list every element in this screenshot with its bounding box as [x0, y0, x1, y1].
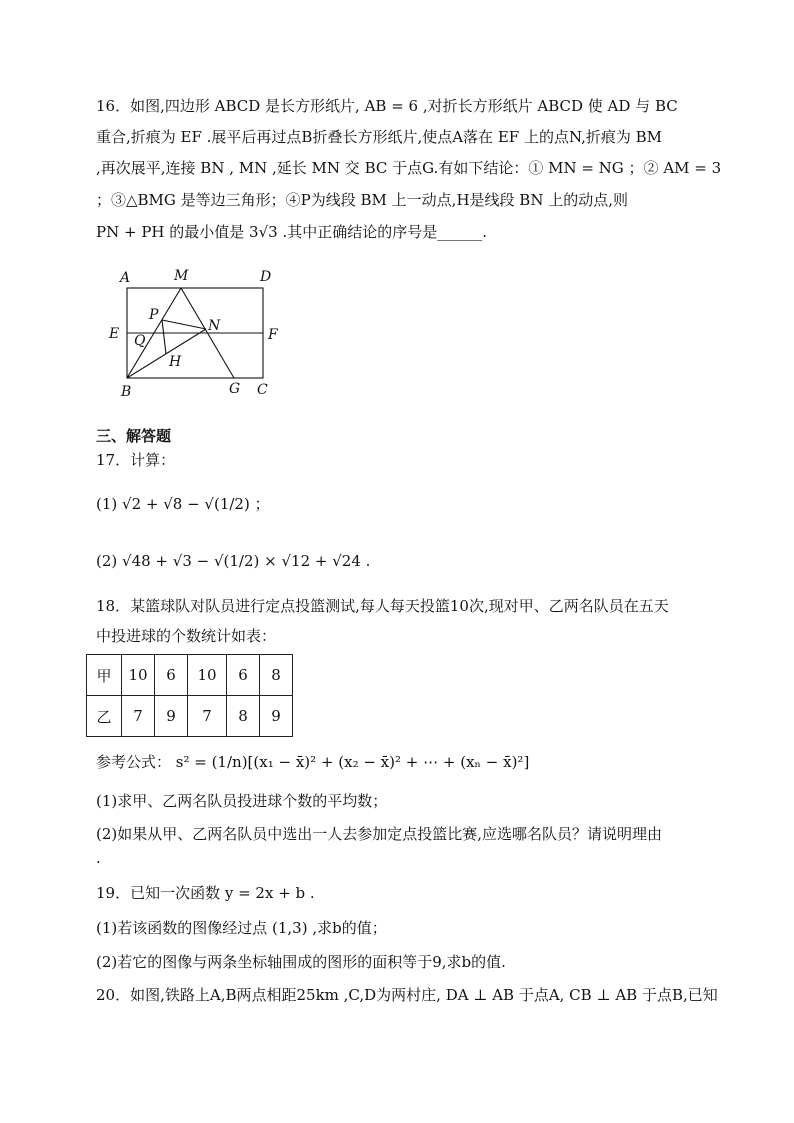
q16-line-4: ；③△BMG 是等边三角形；④P为线段 BM 上一动点,H是线段 BN 上的动点,则	[96, 191, 628, 209]
q16-line-5: PN + PH 的最小值是 3√3 .其中正确结论的序号是______.	[96, 223, 487, 241]
table-cell: 6	[155, 655, 188, 696]
q16-line-2: 重合,折痕为 EF .展平后再过点B折叠长方形纸片,使点A落在 EF 上的点N,折痕为 BM	[96, 128, 663, 146]
label-n: N	[208, 318, 221, 334]
table-cell: 10	[122, 655, 155, 696]
q20-line-1: 20．如图,铁路上A,B两点相距25km ,C,D为两村庄, DA ⊥ AB 于点A, CB ⊥ AB 于点B,已知	[96, 986, 718, 1004]
label-c: C	[257, 382, 268, 398]
table-cell: 8	[227, 696, 260, 737]
q18-score-table	[86, 654, 293, 737]
q18-line-1: 18．某篮球队对队员进行定点投篮测试,每人每天投篮10次,现对甲、乙两名队员在五天	[96, 597, 669, 615]
q17-part-1: (1) √2 + √8 − √(1/2) ；	[96, 495, 270, 513]
label-d: D	[260, 269, 272, 285]
table-cell: 7	[188, 696, 227, 737]
label-q: Q	[134, 333, 146, 349]
row-label: 甲	[87, 655, 122, 696]
table-cell: 10	[188, 655, 227, 696]
label-b: B	[121, 384, 132, 400]
q16-line-1: 16．如图,四边形 ABCD 是长方形纸片, AB = 6 ,对折长方形纸片 ABCD 使 AD 与 BC	[96, 97, 678, 115]
segment-ph	[162, 320, 166, 354]
table-cell: 7	[122, 696, 155, 737]
label-m: M	[174, 268, 189, 284]
table-cell: 8	[260, 655, 293, 696]
row-label: 乙	[87, 696, 122, 737]
q18-formula: 参考公式： s² = (1/n)[(x₁ − x̄)² + (x₂ − x̄)² + ⋯ + (xₙ − x̄)²]	[96, 753, 530, 771]
segment-pn	[162, 320, 206, 329]
q18-part-2: (2)如果从甲、乙两名队员中选出一人去参加定点投篮比赛,应选哪名队员？请说明理由	[96, 825, 663, 843]
label-a: A	[120, 270, 131, 286]
label-h: H	[169, 354, 182, 370]
table-row	[87, 696, 293, 737]
q18-part-1: (1)求甲、乙两名队员投进球个数的平均数；	[96, 792, 388, 810]
table-cell: 9	[260, 696, 293, 737]
q17-title: 17．计算：	[96, 451, 176, 469]
label-g: G	[229, 381, 241, 397]
section-title: 三、解答题	[96, 427, 172, 445]
q19-title: 19．已知一次函数 y = 2x + b .	[96, 884, 315, 902]
q19-part-2: (2)若它的图像与两条坐标轴围成的图形的面积等于9,求b的值.	[96, 953, 506, 971]
table-row	[87, 655, 293, 696]
q18-part-2-end: .	[96, 849, 101, 867]
label-e: E	[109, 326, 120, 342]
q19-part-1: (1)若该函数的图像经过点 (1,3) ,求b的值；	[96, 919, 387, 937]
label-f: F	[268, 327, 278, 343]
table-cell: 9	[155, 696, 188, 737]
q16-line-3: ,再次展平,连接 BN , MN ,延长 MN 交 BC 于点G.有如下结论：① MN = NG ；② AM = 3	[96, 159, 722, 177]
label-p: P	[149, 307, 159, 323]
q17-part-2: (2) √48 + √3 − √(1/2) × √12 + √24 .	[96, 552, 371, 570]
q18-line-2: 中投进球的个数统计如表：	[96, 627, 277, 645]
table-cell: 6	[227, 655, 260, 696]
q16-figure	[104, 262, 304, 402]
